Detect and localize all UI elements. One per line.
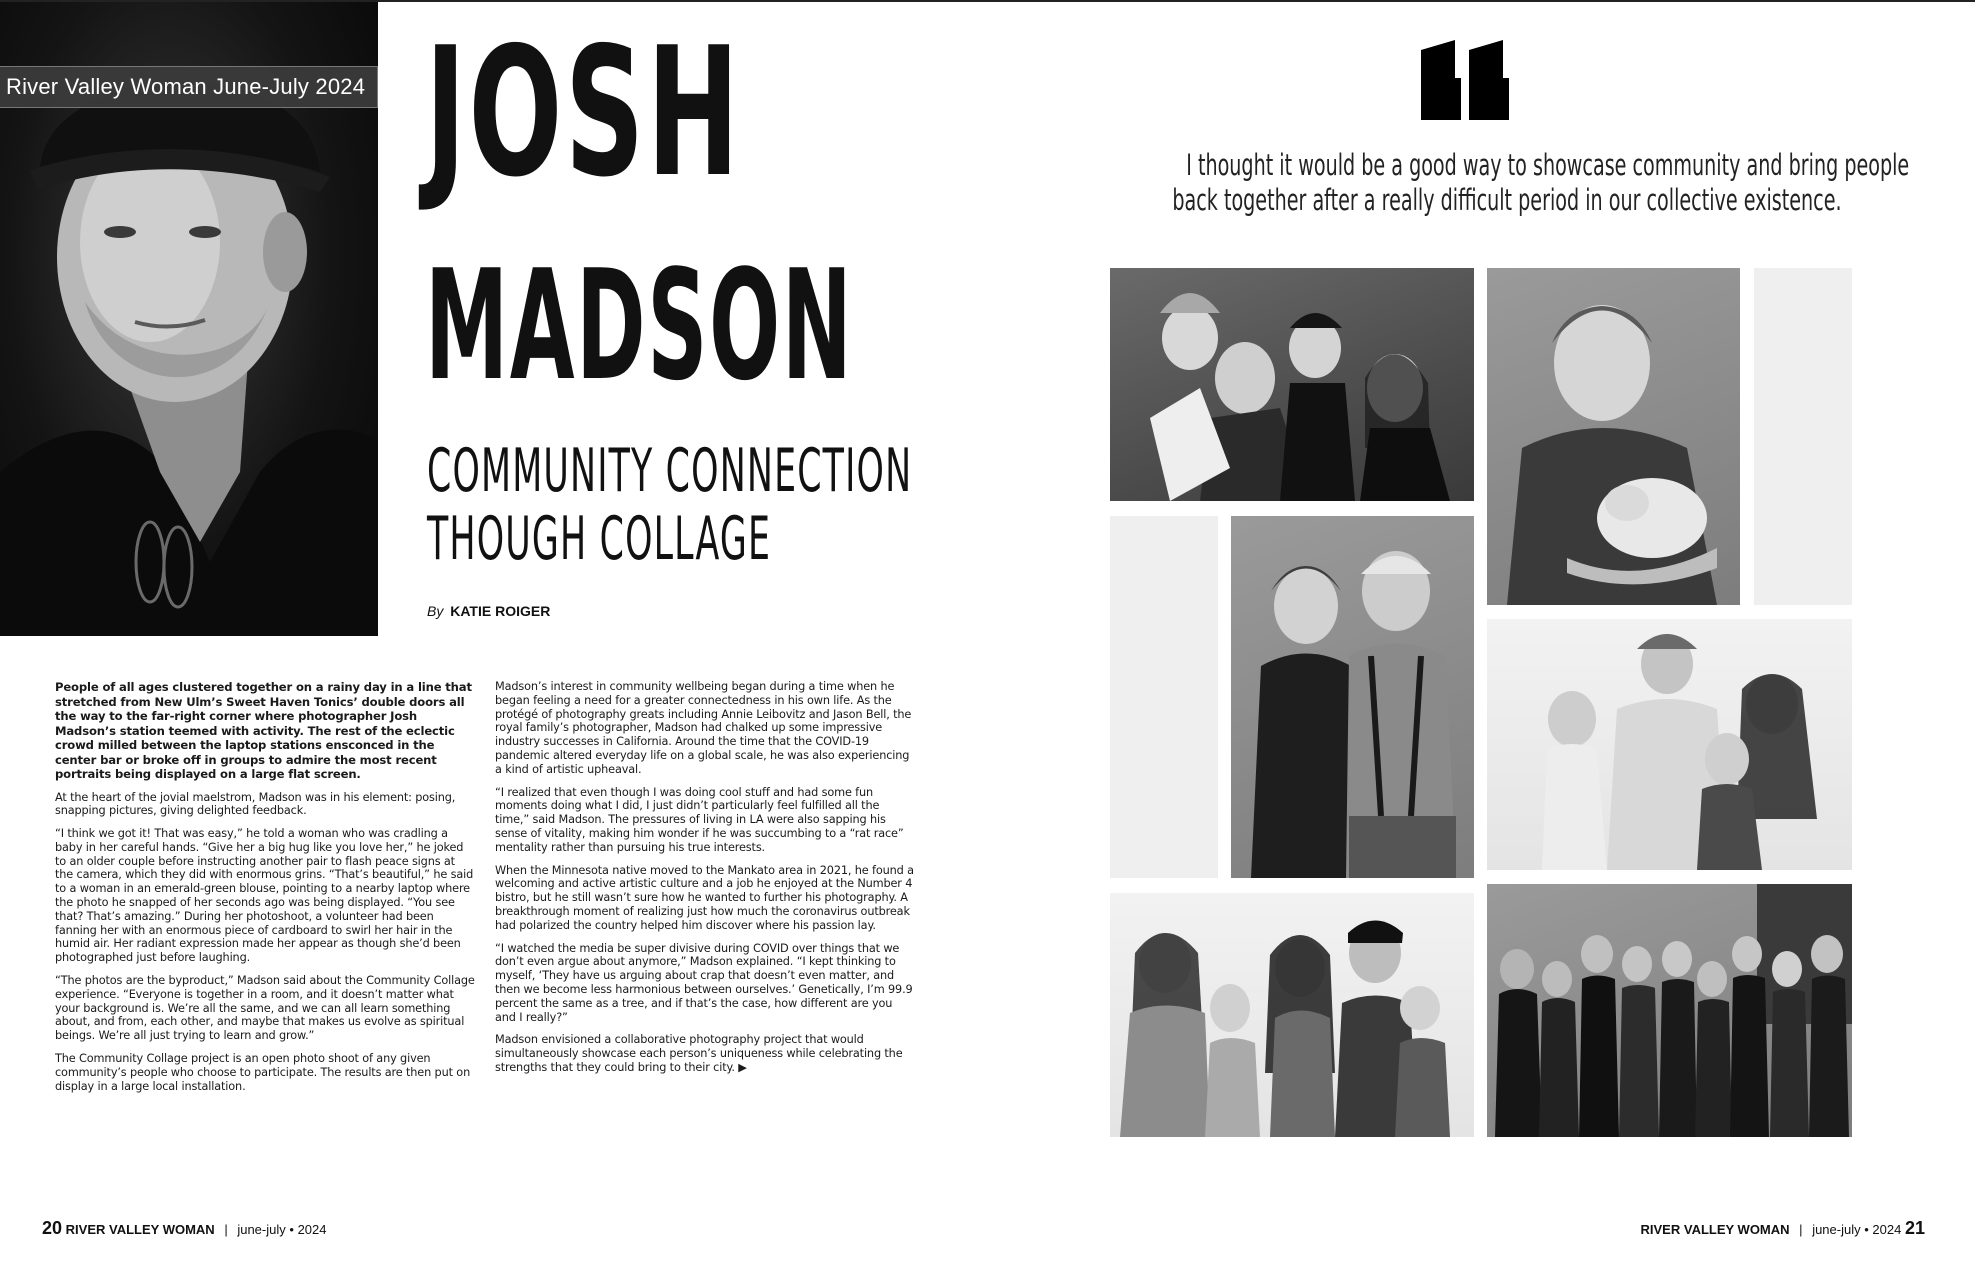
young-family-photo xyxy=(1487,619,1852,870)
pull-quote-line-1: I thought it would be a good way to showcase community and bring people xyxy=(1186,148,1910,182)
page-number: 20 xyxy=(42,1218,63,1238)
footer-year: 2024 xyxy=(1872,1222,1902,1237)
page-number: 21 xyxy=(1904,1218,1925,1238)
footer-right xyxy=(1641,1218,1925,1239)
young-family-photo-illustration xyxy=(1487,619,1852,870)
pull-quote xyxy=(1000,148,1940,218)
paragraph: “I realized that even though I was doing cool stuff and had some fun moments doing what I did, I just didn’t particularly feel fulfilled all the time,” said Madson. The pressures of living in LA were also sapping his sense of vitality, making him wonder if he was succumbing to a “rat race” mentality rather than pursuing his true interests. xyxy=(495,785,904,854)
byline-by: By xyxy=(427,603,444,619)
grandmother-baby-photo-illustration xyxy=(1487,268,1740,605)
subtitle-line-2: THOUGH COLLAGE xyxy=(427,504,772,574)
group-photo xyxy=(1487,884,1852,1137)
paragraph: “I think we got it! That was easy,” he told a woman who was cradling a baby in her careful hands. “Give her a big hug like you love her,” he joked to an older couple before instructing another pair to flash peace signs at the camera, which they did with enormous grins. “That’s beautiful,” he said to a woman in an emerald-green blouse, pointing to a nearby laptop where the photo he snapped of her seconds ago was being displayed. “You see that? That’s amazing.” During her photoshoot, a volunteer had been fanning her with an enormous piece of cardboard to swirl her hair in the humid air. Her radiant expression made her appear as though she’d been photographed just before laughing. xyxy=(55,827,474,965)
paragraph: The Community Collage project is an open photo shoot of any given community’s people who choose to participate. The results are then put on display in a large local installation. xyxy=(55,1052,471,1093)
paragraph: “I watched the media be super divisive during COVID over things that we don’t even argue about anymore,” Madson explained. “I kept thinking to myself, ‘They have us arguing about crap that doesn’t even matter, and then we become less harmonious between ourselves.’ Genetically, I’m 99.9 percent the same as a tree, and if that’s the case, how different are you and I really?” xyxy=(495,941,913,1024)
family-photo-1-illustration xyxy=(1110,268,1474,501)
footer-year: 2024 xyxy=(297,1222,327,1237)
footer-issue: june-july xyxy=(237,1222,286,1237)
blank-tile xyxy=(1754,268,1852,605)
paragraph: When the Minnesota native moved to the Mankato area in 2021, he found a welcoming and active artistic culture and a job he enjoyed at the Number 4 bistro, but he still wasn’t sure how he wanted to further his photography. A breakthrough moment of realizing just how much the coronavirus outbreak had polarized the country helped him discover where his passion lay. xyxy=(495,863,914,932)
title-last-name: MADSON xyxy=(425,237,854,414)
paragraph: “The photos are the byproduct,” Madson said about the Community Collage experience. “Everyone is together in a room, and it doesn’t matter what your background is. We’re all the same, and we can all learn something about, and from, each other, and maybe that makes us evolve as spiritual beings. We’re all just trying to learn and grow.” xyxy=(55,974,475,1043)
caption-tag: River Valley Woman June-July 2024 xyxy=(0,66,378,108)
family-photo-1 xyxy=(1110,268,1474,501)
paragraph: Madson’s interest in community wellbeing began during a time when he began feeling a need for a greater connectedness in his own life. As the protégé of photography greats including Annie Leibovitz and Jason Bell, the royal family’s photographer, Madson had chalked up some impressive industry successes in California. Around the time that the COVID-19 pandemic altered everyday life on a global scale, he was also experiencing a kind of artistic upheaval. xyxy=(495,680,912,776)
footer-dot: • xyxy=(289,1222,294,1237)
large-family-photo-illustration xyxy=(1110,893,1474,1137)
footer-issue: june-july xyxy=(1812,1222,1861,1237)
paragraph: At the heart of the jovial maelstrom, Madson was in his element: posing, snapping pictures, giving delighted feedback. xyxy=(55,790,456,818)
byline-author: KATIE ROIGER xyxy=(450,603,551,619)
footer-magazine-name: RIVER VALLEY WOMAN xyxy=(65,1222,215,1237)
lead-paragraph: People of all ages clustered together on a rainy day in a line that stretched from New Ulm’s Sweet Haven Tonics’ double doors all the way to the far-right corner where photographer Josh Madson’s station teemed with activity. The rest of the eclectic crowd milled between the laptop stations ensconced in the center bar or broke off in groups to admire the most recent portraits being displayed on a large flat screen. xyxy=(55,680,472,781)
footer-left xyxy=(42,1218,326,1239)
article-column-1 xyxy=(55,680,475,1102)
subtitle-line-1: COMMUNITY CONNECTION xyxy=(427,436,913,506)
footer-separator: | xyxy=(1799,1222,1803,1237)
grandmother-baby-photo xyxy=(1487,268,1740,605)
byline xyxy=(427,603,550,619)
title-first-name: JOSH xyxy=(425,9,742,216)
footer-magazine-name: RIVER VALLEY WOMAN xyxy=(1640,1222,1790,1237)
footer-separator: | xyxy=(224,1222,228,1237)
older-couple-photo-illustration xyxy=(1231,516,1474,878)
large-family-photo xyxy=(1110,893,1474,1137)
article-column-2 xyxy=(495,680,915,1084)
quote-mark-icon xyxy=(1415,38,1515,128)
pull-quote-line-2: back together after a really difficult period in our collective existence. xyxy=(1172,183,1842,217)
older-couple-photo xyxy=(1231,516,1474,878)
paragraph: Madson envisioned a collaborative photography project that would simultaneously showcase each person’s uniqueness while celebrating the strengths that they could bring to their city. ▶ xyxy=(495,1033,903,1074)
footer-dot: • xyxy=(1864,1222,1869,1237)
group-photo-illustration xyxy=(1487,884,1852,1137)
blank-tile xyxy=(1110,516,1218,878)
